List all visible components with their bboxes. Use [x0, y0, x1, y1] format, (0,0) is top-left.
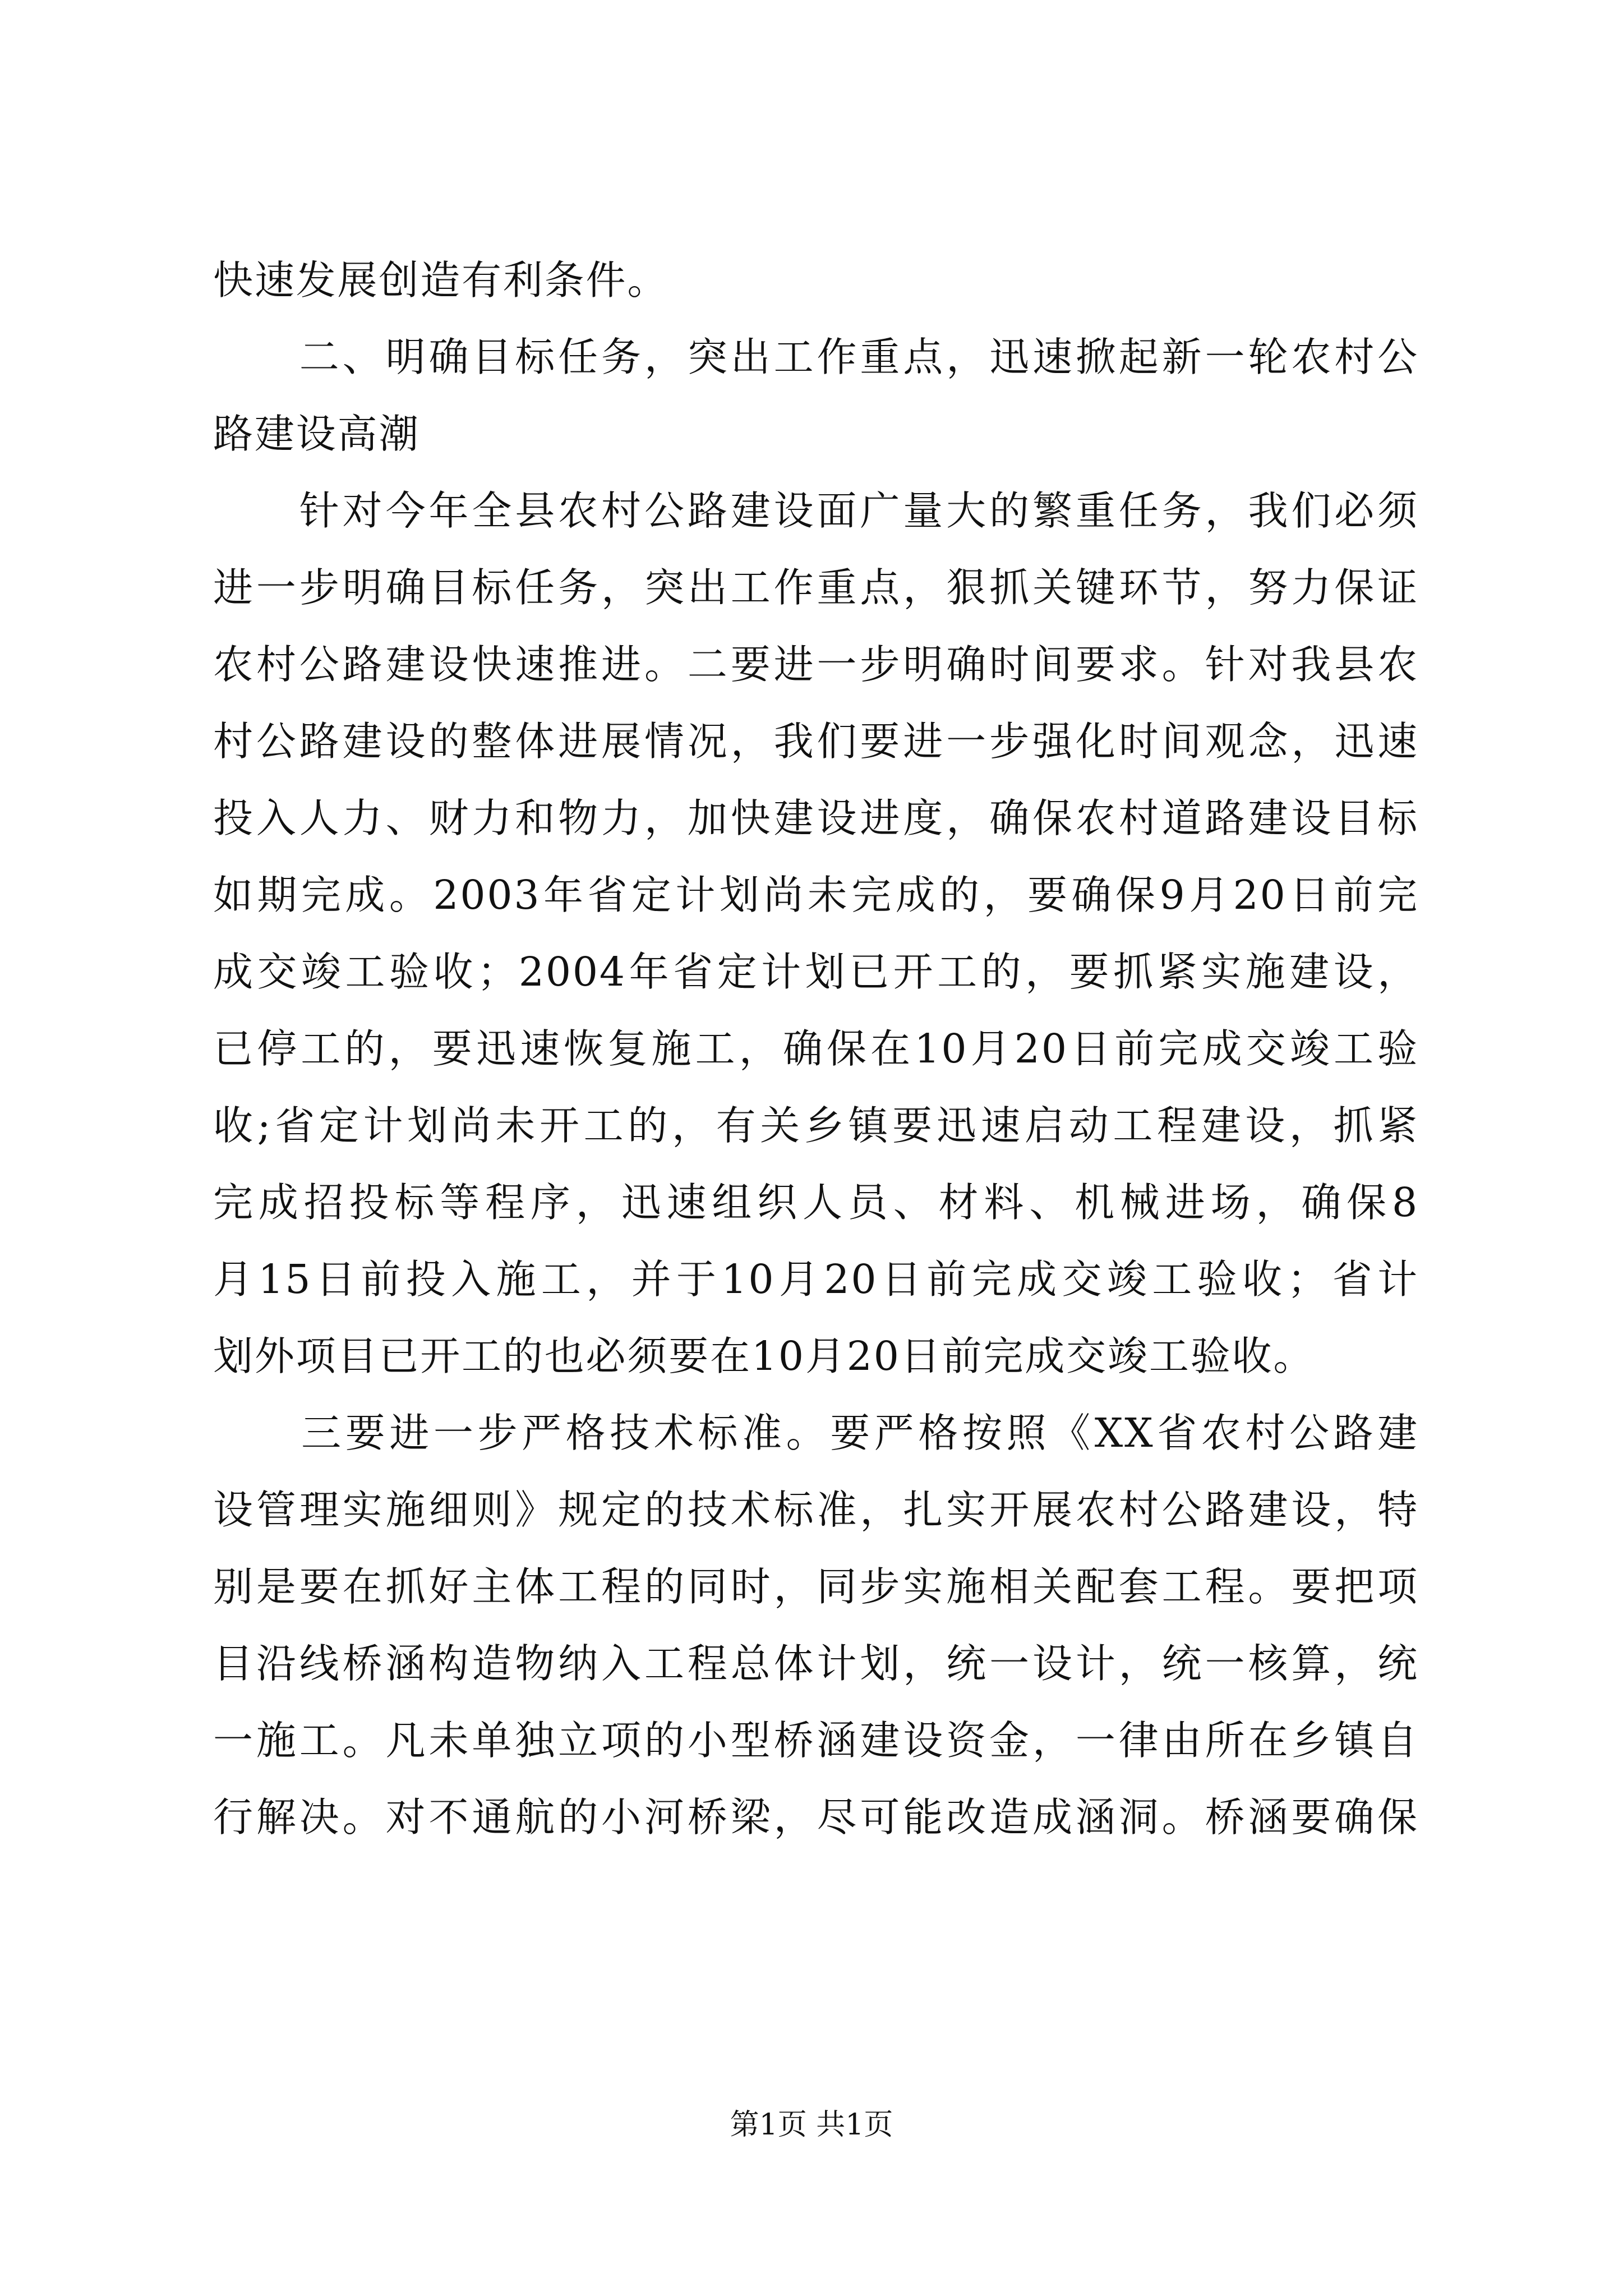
text-line: 设管理实施细则》规定的技术标准，扎实开展农村公路建设，特 — [213, 1487, 1419, 1533]
text-line: 三要进一步严格技术标准。要严格按照《XX省农村公路建 — [213, 1410, 1419, 1456]
text-line: 划外项目已开工的也必须要在10月20日前完成交竣工验收。 — [213, 1333, 1315, 1379]
text-line: 村公路建设的整体进展情况，我们要进一步强化时间观念，迅速 — [213, 718, 1419, 765]
text-line: 成交竣工验收；2004年省定计划已开工的，要抓紧实施建设， — [213, 949, 1419, 995]
text-line: 收;省定计划尚未开工的，有关乡镇要迅速启动工程建设，抓紧 — [213, 1102, 1419, 1149]
page-footer — [0, 2102, 1623, 2147]
text-line: 农村公路建设快速推进。二要进一步明确时间要求。针对我县农 — [213, 641, 1419, 688]
text-line: 投入人力、财力和物力，加快建设进度，确保农村道路建设目标 — [213, 795, 1419, 841]
text-line: 行解决。对不通航的小河桥梁，尽可能改造成涵洞。桥涵要确保 — [213, 1794, 1419, 1841]
page-number-label: 第1页 共1页 — [730, 2108, 893, 2142]
text-line: 如期完成。2003年省定计划尚未完成的，要确保9月20日前完 — [213, 872, 1419, 918]
text-line: 快速发展创造有利条件。 — [213, 257, 669, 303]
text-line: 进一步明确目标任务，突出工作重点，狠抓关键环节，努力保证 — [213, 564, 1419, 611]
text-line: 二、明确目标任务，突出工作重点，迅速掀起新一轮农村公 — [213, 334, 1419, 380]
text-line: 月15日前投入施工，并于10月20日前完成交竣工验收；省计 — [213, 1256, 1419, 1303]
text-line: 一施工。凡未单独立项的小型桥涵建设资金，一律由所在乡镇自 — [213, 1717, 1419, 1764]
text-line: 目沿线桥涵构造物纳入工程总体计划，统一设计，统一核算，统 — [213, 1640, 1419, 1687]
text-line: 针对今年全县农村公路建设面广量大的繁重任务，我们必须 — [213, 487, 1419, 534]
text-line: 已停工的，要迅速恢复施工，确保在10月20日前完成交竣工验 — [213, 1025, 1419, 1072]
text-line: 别是要在抓好主体工程的同时，同步实施相关配套工程。要把项 — [213, 1563, 1419, 1610]
text-line: 完成招投标等程序，迅速组织人员、材料、机械进场，确保8 — [213, 1179, 1419, 1226]
text-line: 路建设高潮 — [213, 411, 421, 457]
